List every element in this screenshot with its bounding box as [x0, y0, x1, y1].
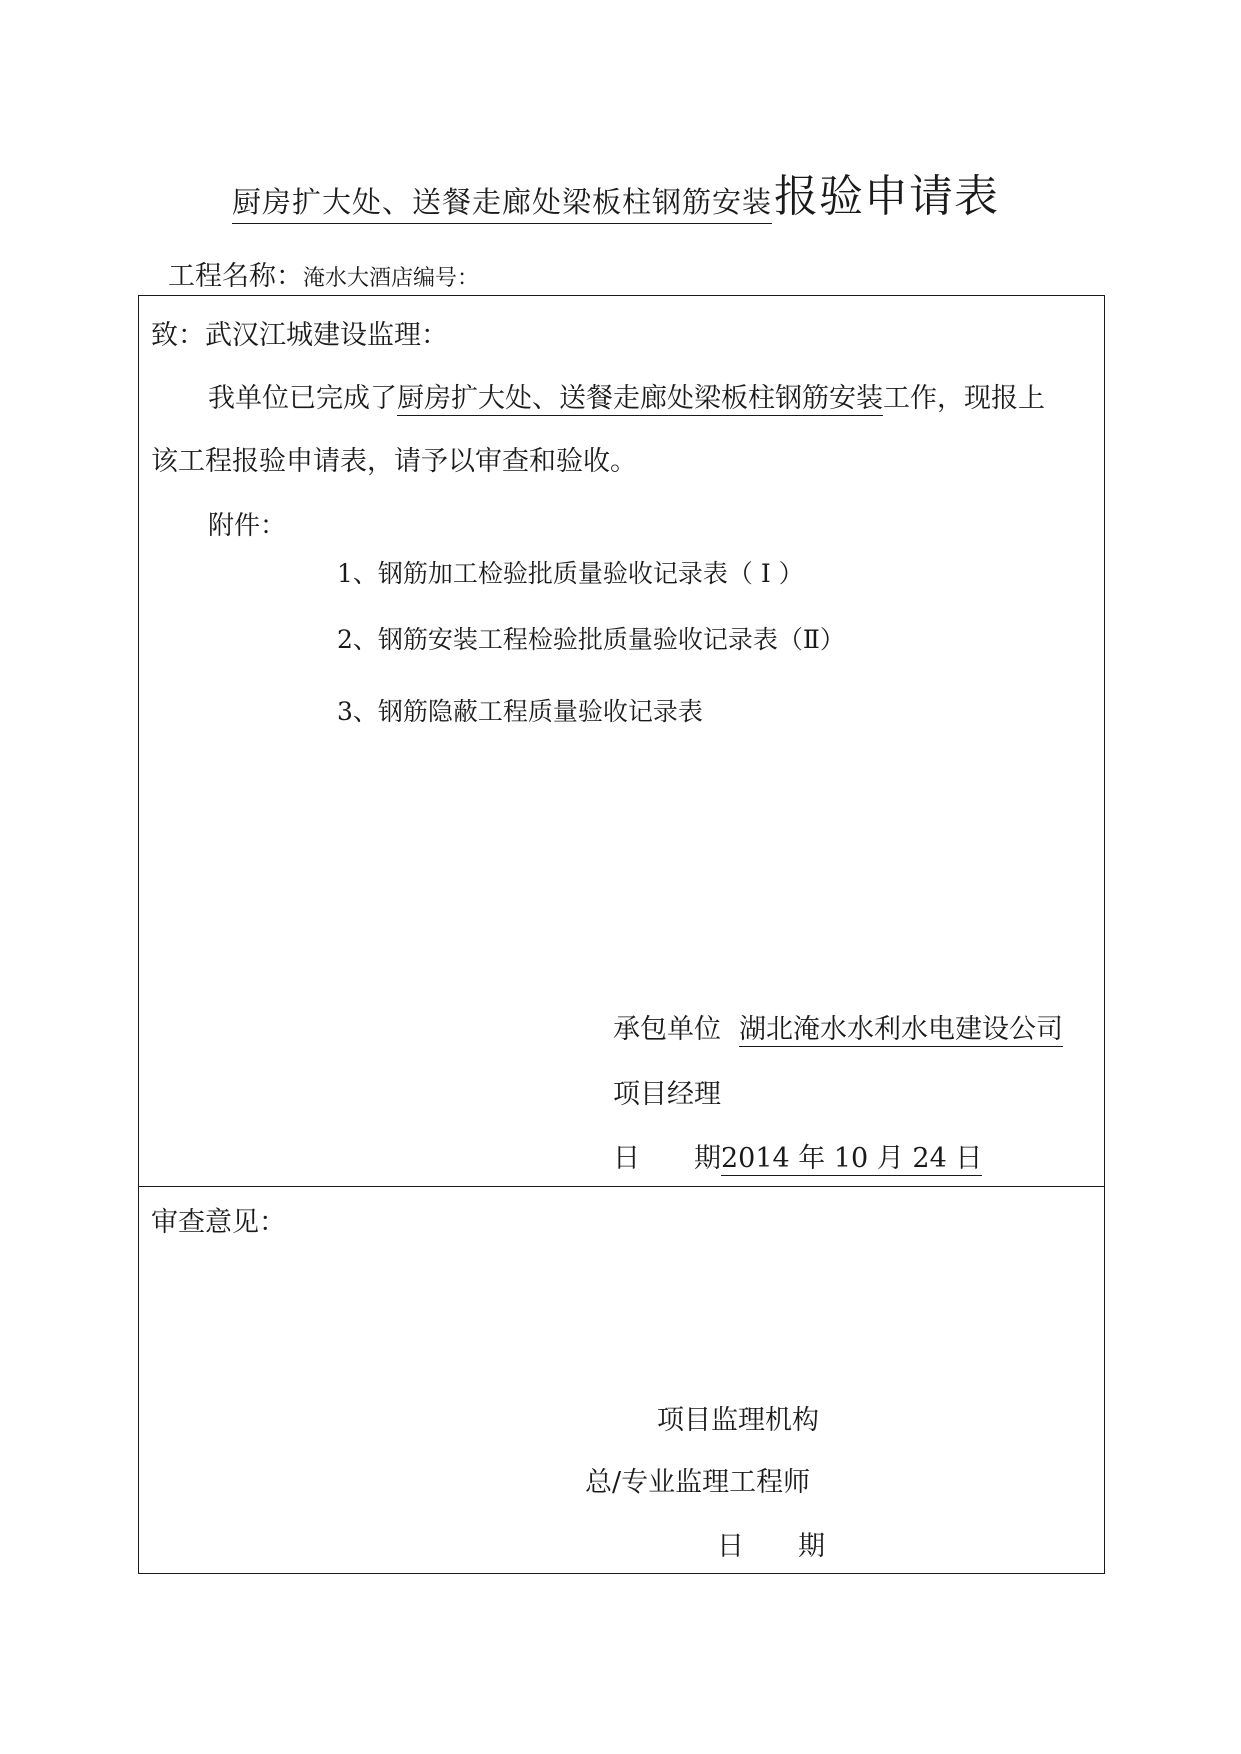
project-line	[168, 254, 479, 293]
body-line-2: 该工程报验申请表，请予以审查和验收。	[151, 446, 637, 477]
contractor-label: 承包单位	[613, 1014, 721, 1045]
date-value: 2014 年 10 月 24 日	[721, 1143, 983, 1174]
attachment-item-2: 2、钢筋安装工程检验批质量验收记录表（Ⅱ）	[337, 625, 845, 654]
body-suffix: 工作，现报上	[883, 383, 1045, 414]
form-frame	[138, 295, 1105, 1574]
date-line	[613, 1136, 982, 1175]
manager-label: 项目经理	[613, 1079, 721, 1110]
document-title	[232, 160, 999, 224]
section-divider	[138, 1186, 1105, 1187]
engineer-label: 总/专业监理工程师	[585, 1467, 811, 1498]
attachment-item-1: 1、钢筋加工检验批质量验收记录表（ Ⅰ ）	[337, 559, 804, 588]
attachments-label: 附件：	[208, 511, 287, 541]
project-name-value: 淹水大酒店	[303, 266, 414, 291]
contractor-line	[613, 1007, 1063, 1046]
date-label: 日 期	[613, 1143, 721, 1174]
contractor-value: 湖北淹水水利水电建设公司	[739, 1014, 1063, 1045]
review-label: 审查意见：	[151, 1207, 286, 1238]
project-number-label: 编号：	[413, 266, 480, 291]
title-subject: 厨房扩大处、送餐走廊处梁板柱钢筋安装	[232, 180, 772, 224]
body-subject: 厨房扩大处、送餐走廊处梁板柱钢筋安装	[397, 383, 883, 414]
project-name-label: 工程名称：	[168, 261, 303, 292]
body-prefix: 我单位已完成了	[208, 383, 397, 414]
recipient-line: 致：武汉江城建设监理：	[151, 320, 448, 351]
title-main: 报验申请表	[774, 171, 999, 222]
supervision-org-label: 项目监理机构	[657, 1405, 819, 1436]
attachment-item-3: 3、钢筋隐蔽工程质量验收记录表	[337, 697, 703, 726]
body-line-1	[208, 376, 1045, 415]
review-date-label: 日 期	[717, 1531, 825, 1562]
